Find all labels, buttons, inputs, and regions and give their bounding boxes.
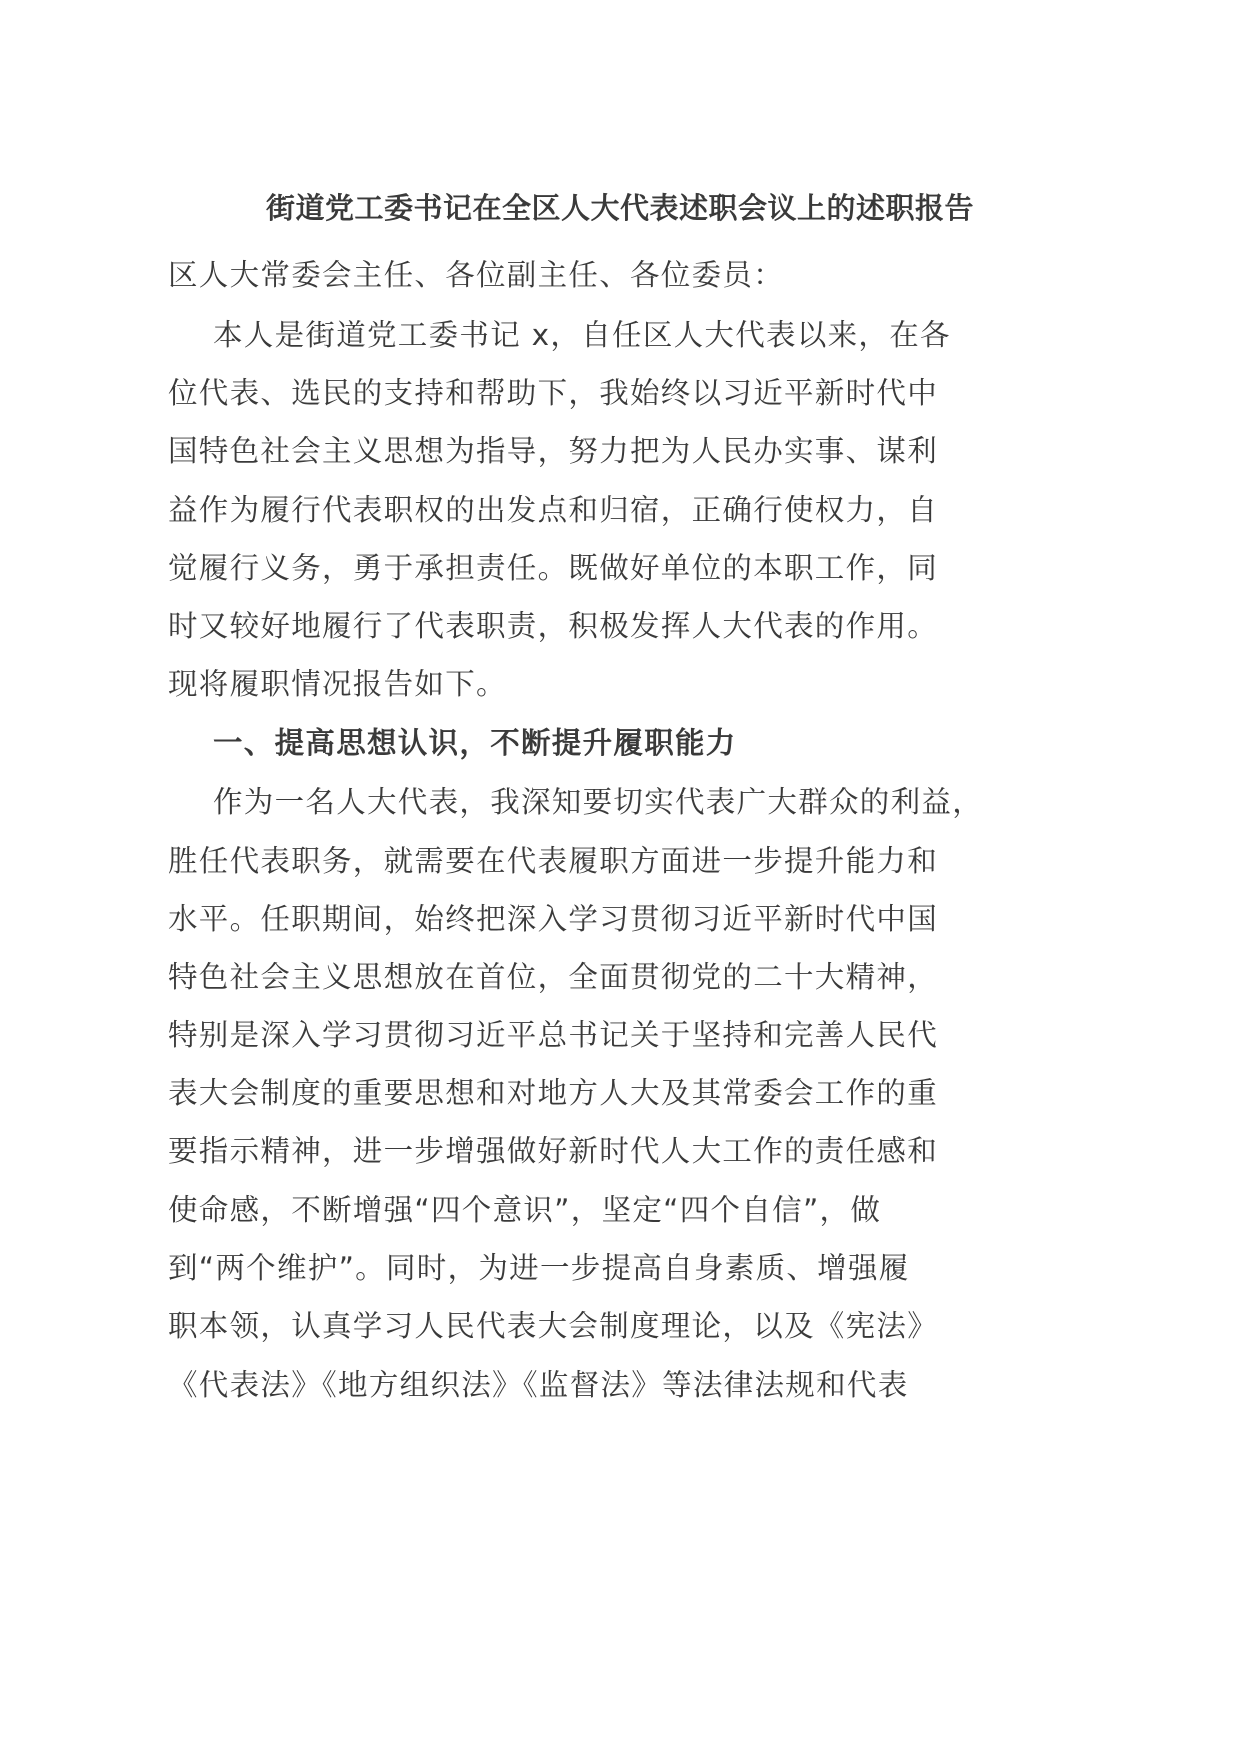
paragraph-line: 位代表、选民的支持和帮助下，我始终以习近平新时代中 (168, 376, 939, 410)
paragraph-line: 表大会制度的重要思想和对地方人大及其常委会工作的重 (168, 1076, 939, 1110)
paragraph-line: 时又较好地履行了代表职责，积极发挥人大代表的作用。 (168, 609, 939, 643)
paragraph-line: 特色社会主义思想放在首位，全面贯彻党的二十大精神， (168, 960, 939, 994)
document-title: 街道党工委书记在全区人大代表述职会议上的述职报告 (265, 191, 974, 225)
salutation: 区人大常委会主任、各位副主任、各位委员： (168, 258, 785, 292)
paragraph-line: 使命感，不断增强“四个意识”，坚定“四个自信”，做 (168, 1193, 882, 1227)
paragraph-line: 职本领，认真学习人民代表大会制度理论，以及《宪法》 (168, 1309, 939, 1343)
paragraph-line: 觉履行义务，勇于承担责任。既做好单位的本职工作，同 (168, 551, 939, 585)
paragraph-line: 特别是深入学习贯彻习近平总书记关于坚持和完善人民代 (168, 1018, 939, 1052)
paragraph-line: 本人是街道党工委书记 x，自任区人大代表以来，在各 (213, 318, 951, 352)
paragraph-line: 胜任代表职务，就需要在代表履职方面进一步提升能力和 (168, 844, 939, 878)
paragraph-line: 水平。任职期间，始终把深入学习贯彻习近平新时代中国 (168, 902, 939, 936)
section-heading: 一、提高思想认识，不断提升履职能力 (213, 726, 737, 760)
paragraph-line: 作为一名人大代表，我深知要切实代表广大群众的利益， (213, 785, 984, 819)
paragraph-line: 要指示精神，进一步增强做好新时代人大工作的责任感和 (168, 1134, 939, 1168)
paragraph-line: 益作为履行代表职权的出发点和归宿，正确行使权力，自 (168, 493, 939, 527)
paragraph-line: 现将履职情况报告如下。 (168, 667, 507, 701)
paragraph-line: 到“两个维护”。同时，为进一步提高自身素质、增强履 (168, 1251, 910, 1285)
paragraph-line: 《代表法》《地方组织法》《监督法》等法律法规和代表 (168, 1368, 909, 1402)
paragraph-line: 国特色社会主义思想为指导，努力把为人民办实事、谋利 (168, 434, 939, 468)
